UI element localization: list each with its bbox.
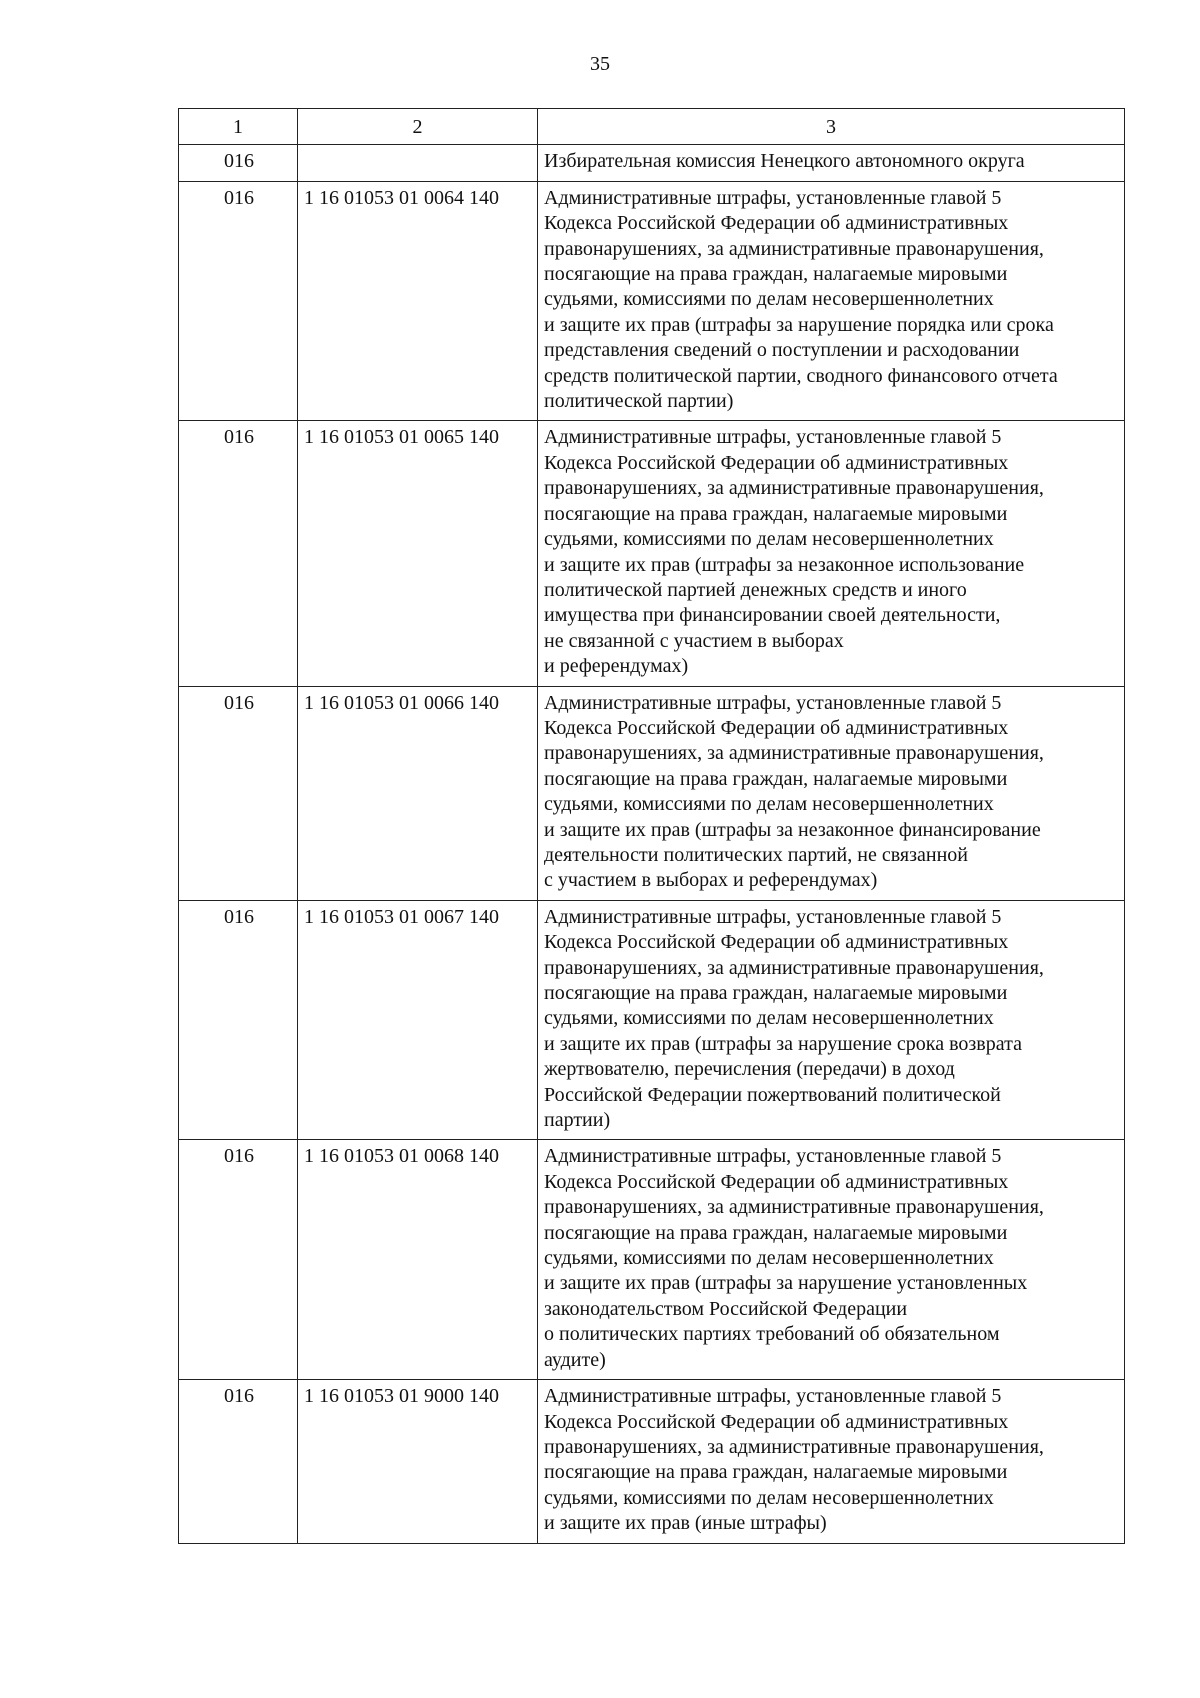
description-line: жертвователю, перечисления (передачи) в доход	[544, 1058, 955, 1081]
description-line: Административные штрафы, установленные главой 5	[544, 1385, 1002, 1408]
description-line: аудите)	[544, 1348, 606, 1371]
page-number: 35	[590, 53, 610, 75]
budget-classification-code-cell: 1 16 01053 01 0068 140	[298, 1140, 538, 1380]
revenue-description-cell	[538, 1380, 1125, 1543]
revenue-description-cell	[538, 1140, 1125, 1380]
description-line: Административные штрафы, установленные главой 5	[544, 426, 1002, 449]
description-line: правонарушениях, за административные правонарушения,	[544, 237, 1044, 260]
description-line: Административные штрафы, установленные главой 5	[544, 1145, 1002, 1168]
description-line: посягающие на права граждан, налагаемые мировыми	[544, 982, 1008, 1004]
description-line: посягающие на права граждан, налагаемые мировыми	[544, 502, 1008, 525]
description-line: Кодекса Российской Федерации об административных	[544, 1410, 1009, 1433]
admin-code-cell: 016	[179, 421, 298, 686]
description-line: посягающие на права граждан, налагаемые мировыми	[544, 1461, 1008, 1484]
table-row	[179, 145, 1125, 181]
description-line: и защите их прав (штрафы за незаконное использование	[544, 553, 1025, 576]
description-line: посягающие на права граждан, налагаемые мировыми	[544, 1221, 1008, 1244]
budget-classification-code-cell	[298, 145, 538, 181]
description-line: имущества при финансировании своей деятельности,	[544, 604, 1001, 627]
description-line: и референдумах)	[544, 655, 689, 678]
table-body	[179, 145, 1125, 1543]
description-line: политической партией денежных средств и иного	[544, 578, 967, 601]
description-line: Административные штрафы, установленные главой 5	[544, 691, 1002, 714]
description-line: и защите их прав (штрафы за нарушение срока возврата	[544, 1032, 1022, 1055]
description-line: Кодекса Российской Федерации об административных	[544, 931, 1009, 954]
admin-code-cell: 016	[179, 686, 298, 900]
description-line: Административные штрафы, установленные главой 5	[544, 186, 1002, 209]
description-line: законодательством Российской Федерации	[544, 1297, 908, 1320]
description-line: не связанной с участием в выборах	[544, 629, 844, 652]
table-row	[179, 1140, 1125, 1380]
admin-code-cell: 016	[179, 900, 298, 1140]
description-line: правонарушениях, за административные правонарушения,	[544, 477, 1044, 500]
column-header-3: 3	[538, 109, 1125, 145]
budget-classification-code-cell: 1 16 01053 01 0067 140	[298, 900, 538, 1140]
description-line: судьями, комиссиями по делам несовершеннолетних	[544, 288, 994, 311]
column-header-2: 2	[298, 109, 538, 145]
description-line: деятельности политических партий, не связанной	[544, 843, 968, 866]
description-line: Кодекса Российской Федерации об административных	[544, 451, 1009, 474]
description-line: Кодекса Российской Федерации об административных	[544, 716, 1009, 739]
revenue-description-cell	[538, 686, 1125, 900]
budget-classification-code-cell: 1 16 01053 01 0064 140	[298, 181, 538, 421]
revenue-description-cell	[538, 145, 1125, 181]
description-line: судьями, комиссиями по делам несовершеннолетних	[544, 1007, 994, 1030]
description-line: Кодекса Российской Федерации об административных	[544, 212, 1009, 235]
budget-codes-table	[178, 108, 1125, 1544]
description-line: правонарушениях, за административные правонарушения,	[544, 1435, 1044, 1458]
revenue-description-cell	[538, 900, 1125, 1140]
description-line: представления сведений о поступлении и расходовании	[544, 339, 1020, 362]
description-line: о политических партиях требований об обязательном	[544, 1323, 1000, 1346]
description-line: и защите их прав (штрафы за незаконное финансирование	[544, 818, 1041, 841]
budget-classification-code-cell: 1 16 01053 01 0066 140	[298, 686, 538, 900]
description-line: судьями, комиссиями по делам несовершеннолетних	[544, 1247, 994, 1270]
table-header-row	[179, 109, 1125, 145]
description-line: правонарушениях, за административные правонарушения,	[544, 956, 1044, 979]
description-line: и защите их прав (иные штрафы)	[544, 1512, 827, 1535]
table-row	[179, 1380, 1125, 1543]
description-line: посягающие на права граждан, налагаемые мировыми	[544, 263, 1008, 286]
revenue-description-cell	[538, 181, 1125, 421]
table-row	[179, 686, 1125, 900]
description-line: и защите их прав (штрафы за нарушение порядка или срока	[544, 313, 1054, 336]
table-row	[179, 421, 1125, 686]
budget-classification-code-cell: 1 16 01053 01 0065 140	[298, 421, 538, 686]
description-line: судьями, комиссиями по делам несовершеннолетних	[544, 1486, 994, 1509]
admin-code-cell: 016	[179, 1380, 298, 1543]
description-line: правонарушениях, за административные правонарушения,	[544, 742, 1044, 765]
admin-code-cell: 016	[179, 181, 298, 421]
description-line: правонарушениях, за административные правонарушения,	[544, 1196, 1044, 1219]
description-line: Кодекса Российской Федерации об административных	[544, 1170, 1009, 1193]
budget-classification-code-cell: 1 16 01053 01 9000 140	[298, 1380, 538, 1543]
column-header-1: 1	[179, 109, 298, 145]
description-line: с участием в выборах и референдумах)	[544, 869, 878, 892]
admin-code-cell: 016	[179, 1140, 298, 1380]
description-line: Избирательная комиссия Ненецкого автономного округа	[544, 150, 1025, 173]
description-line: судьями, комиссиями по делам несовершеннолетних	[544, 793, 994, 816]
revenue-description-cell	[538, 421, 1125, 686]
admin-code-cell: 016	[179, 145, 298, 181]
description-line: средств политической партии, сводного финансового отчета	[544, 364, 1058, 387]
description-line: Административные штрафы, установленные главой 5	[544, 905, 1002, 928]
table-row	[179, 900, 1125, 1140]
description-line: и защите их прав (штрафы за нарушение установленных	[544, 1272, 1028, 1295]
description-line: Российской Федерации пожертвований политической	[544, 1083, 1001, 1106]
description-line: посягающие на права граждан, налагаемые мировыми	[544, 767, 1008, 790]
description-line: судьями, комиссиями по делам несовершеннолетних	[544, 528, 994, 551]
description-line: партии)	[544, 1109, 611, 1132]
table-row	[179, 181, 1125, 421]
description-line: политической партии)	[544, 390, 734, 413]
